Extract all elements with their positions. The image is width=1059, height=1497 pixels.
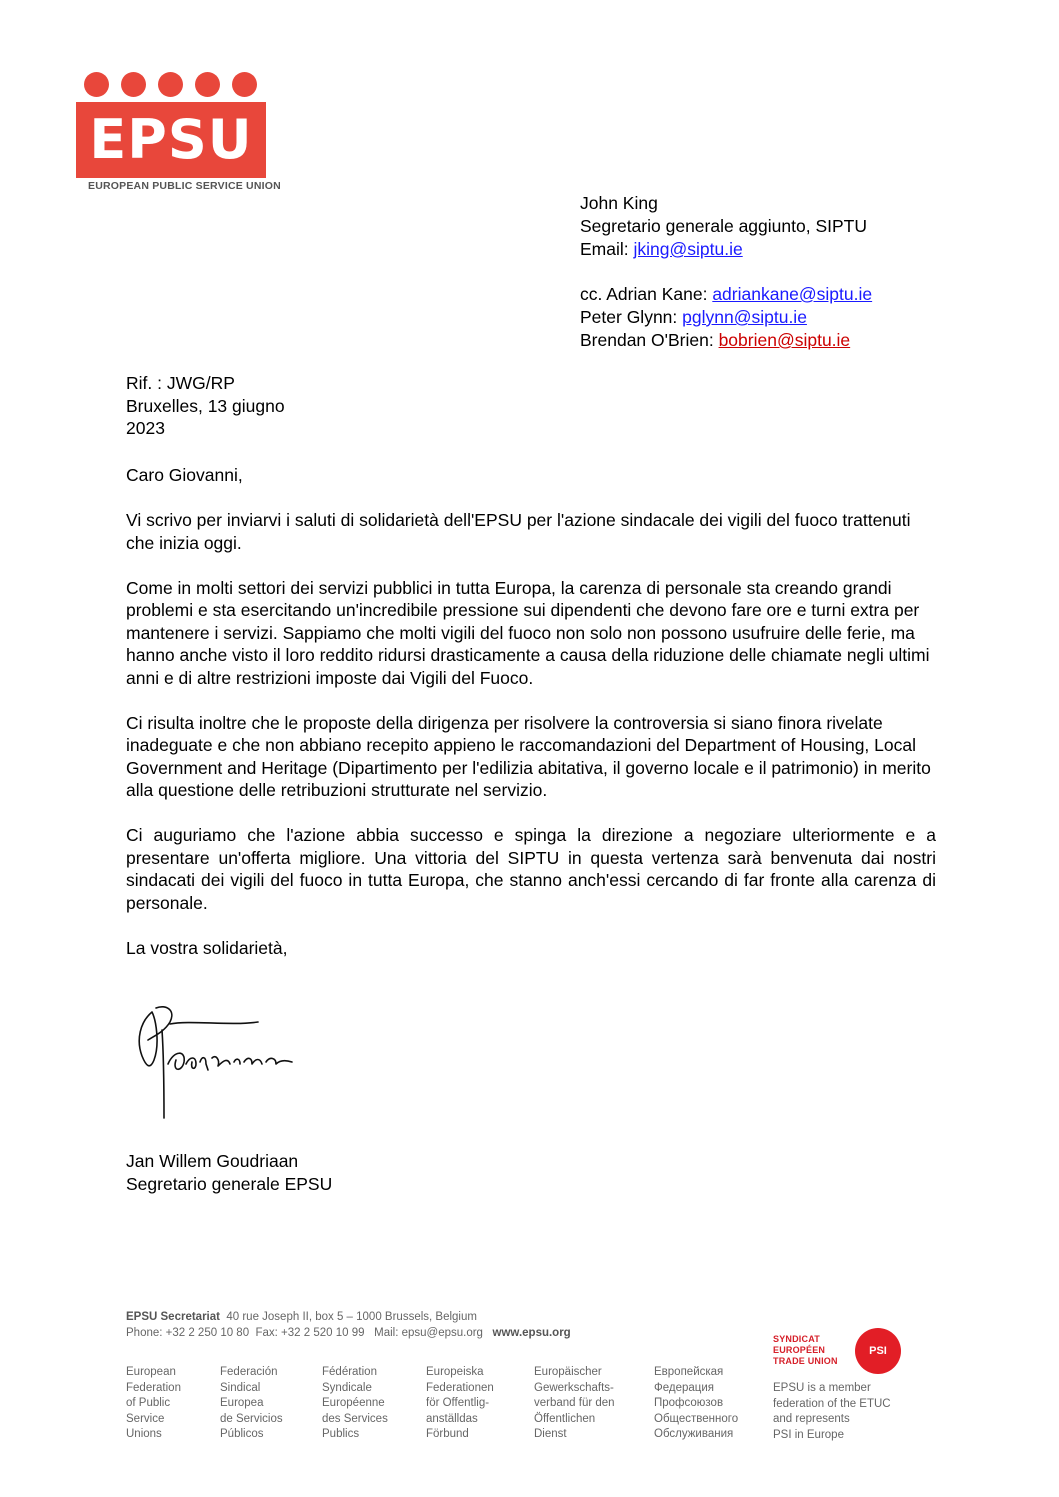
recipient-title: Segretario generale aggiunto, SIPTU	[580, 216, 867, 236]
signer-name: Jan Willem Goudriaan	[126, 1151, 299, 1171]
language-line: Европейская	[654, 1366, 724, 1378]
secretariat-label: EPSU Secretariat	[126, 1311, 220, 1323]
footer-language-column	[534, 1365, 615, 1443]
secretariat-address: 40 rue Joseph II, box 5 – 1000 Brussels, Belgium	[226, 1311, 477, 1323]
language-line: Federationen	[426, 1381, 494, 1394]
footer-fax: Fax: +32 2 520 10 99	[255, 1327, 365, 1339]
date-year: 2023	[126, 418, 165, 438]
footer-language-column	[322, 1365, 388, 1443]
language-line: Européenne	[322, 1397, 385, 1409]
footer-language-column	[220, 1365, 283, 1443]
language-line: Fédération	[322, 1366, 377, 1378]
language-line: Gewerkschafts-	[534, 1381, 614, 1394]
footer-address-line	[126, 1309, 571, 1325]
logo-subtitle: EUROPEAN PUBLIC SERVICE UNION	[88, 180, 281, 192]
language-line: des Services	[322, 1412, 388, 1425]
etuc-logo	[773, 1334, 843, 1370]
language-line: Publics	[322, 1428, 360, 1440]
language-line: Unions	[126, 1428, 162, 1440]
recipient-email-link[interactable]: jking@siptu.ie	[633, 239, 743, 259]
language-line: verband für den	[534, 1397, 615, 1409]
cc-label: Brendan O'Brien:	[580, 330, 719, 350]
language-line: Dienst	[534, 1428, 567, 1440]
membership-note	[773, 1381, 891, 1443]
paragraph: Vi scrivo per inviarvi i saluti di solidarietà dell'EPSU per l'azione sindacale dei vigili del fuoco trattenuti che inizia oggi.	[126, 510, 911, 553]
recipient-email-line	[580, 238, 872, 261]
language-line: of Public	[126, 1397, 171, 1409]
language-line: Federación	[220, 1366, 278, 1378]
membership-line: PSI in Europe	[773, 1428, 844, 1441]
footer-web: www.epsu.org	[492, 1327, 571, 1339]
language-line: Sindical	[220, 1381, 261, 1394]
place-date: Bruxelles, 13 giugno	[126, 395, 285, 416]
paragraph: Come in molti settori dei servizi pubblici in tutta Europa, la carenza di personale sta creando grandi problemi e sta esercitando un'incredibile pressione sui dipendenti che devono fare ore e turni extra per mantenere i servizi. Sappiamo che molti vigili del fuoco non solo non possono usufruire delle ferie, ma hanno anche visto il loro reddito ridursi drasticamente a causa della riduzione delle chiamate negli ultimi anni e di altre restrizioni imposte dai Vigili del Fuoco.	[126, 577, 930, 688]
logo-dot	[158, 72, 183, 97]
logo-dot	[195, 72, 220, 97]
closing: La vostra solidarietà,	[126, 937, 288, 958]
footer-language-column	[126, 1365, 181, 1443]
logo-dot	[84, 72, 109, 97]
language-line: Europeiska	[426, 1366, 484, 1378]
reference-code: Rif. : JWG/RP	[126, 373, 235, 393]
language-line: Förbund	[426, 1428, 469, 1440]
logo-wordmark: EPSU	[76, 102, 266, 178]
footer-contact	[126, 1309, 571, 1341]
cc-email-link[interactable]: pglynn@siptu.ie	[682, 307, 807, 327]
language-line: Federation	[126, 1381, 181, 1394]
paragraph: Ci risulta inoltre che le proposte della dirigenza per risolvere la controversia si siano finora rivelate inadeguate e che non abbiano recepito appieno le raccomandazioni del Department of Housing, Local Government and Heritage (Dipartimento per l'edilizia abitativa, il governo locale e il patrimonio) in merito alla questione delle retribuzioni strutturate nel servizio.	[126, 712, 931, 800]
cc-line	[580, 283, 872, 306]
psi-logo: PSI	[855, 1328, 901, 1374]
cc-label: cc. Adrian Kane:	[580, 284, 713, 304]
cc-label: Peter Glynn:	[580, 307, 683, 327]
footer-language-column	[654, 1365, 738, 1443]
email-label: Email:	[580, 239, 634, 259]
language-line: Обслуживания	[654, 1428, 734, 1440]
footer-phone: Phone: +32 2 250 10 80	[126, 1327, 250, 1339]
language-line: Syndicale	[322, 1381, 372, 1394]
membership-line: federation of the ETUC	[773, 1397, 891, 1410]
language-line: Service	[126, 1412, 165, 1425]
language-line: Öffentlichen	[534, 1412, 596, 1425]
etuc-logo-line: TRADE UNION	[773, 1356, 838, 1366]
footer-language-column	[426, 1365, 494, 1443]
signature-image	[130, 1000, 310, 1125]
salutation: Caro Giovanni,	[126, 465, 243, 485]
cc-line	[580, 306, 872, 329]
cc-email-link[interactable]: bobrien@siptu.ie	[718, 330, 851, 350]
reference-block	[126, 372, 285, 440]
language-line: Профсоюзов	[654, 1397, 724, 1409]
logo-dot	[232, 72, 257, 97]
recipient-name: John King	[580, 193, 658, 213]
membership-line: and represents	[773, 1413, 850, 1425]
language-line: Europäischer	[534, 1366, 602, 1378]
language-line: för Offentlig-	[426, 1397, 490, 1409]
language-line: Общественного	[654, 1412, 739, 1425]
logo-dot	[121, 72, 146, 97]
letter-body	[126, 464, 936, 982]
signer-block	[126, 1150, 332, 1196]
footer-mail: Mail: epsu@epsu.org	[374, 1327, 483, 1339]
language-line: Europea	[220, 1397, 264, 1409]
cc-line	[580, 329, 872, 352]
language-line: Федерация	[654, 1381, 715, 1394]
signer-title: Segretario generale EPSU	[126, 1174, 333, 1194]
cc-email-link[interactable]: adriankane@siptu.ie	[712, 284, 873, 304]
membership-line: EPSU is a member	[773, 1382, 871, 1394]
language-line: Públicos	[220, 1428, 264, 1440]
epsu-logo	[76, 72, 281, 194]
etuc-logo-line: SYNDICAT	[773, 1334, 820, 1344]
footer-contact-line	[126, 1325, 571, 1341]
paragraph: Ci auguriamo che l'azione abbia successo e spinga la direzione a negoziare ulteriormente e a presentare un'offerta migliore. Una vittoria del SIPTU in questa vertenza sarà benvenuta dai nostri sindacati dei vigili del fuoco in tutta Europa, che stanno anch'essi cercando di far fronte alla carenza di personale.	[126, 825, 936, 913]
recipient-block	[580, 192, 872, 352]
etuc-logo-line: EUROPÉEN	[773, 1345, 826, 1355]
language-line: European	[126, 1366, 176, 1378]
language-line: de Servicios	[220, 1412, 283, 1425]
language-line: anställdas	[426, 1412, 478, 1425]
